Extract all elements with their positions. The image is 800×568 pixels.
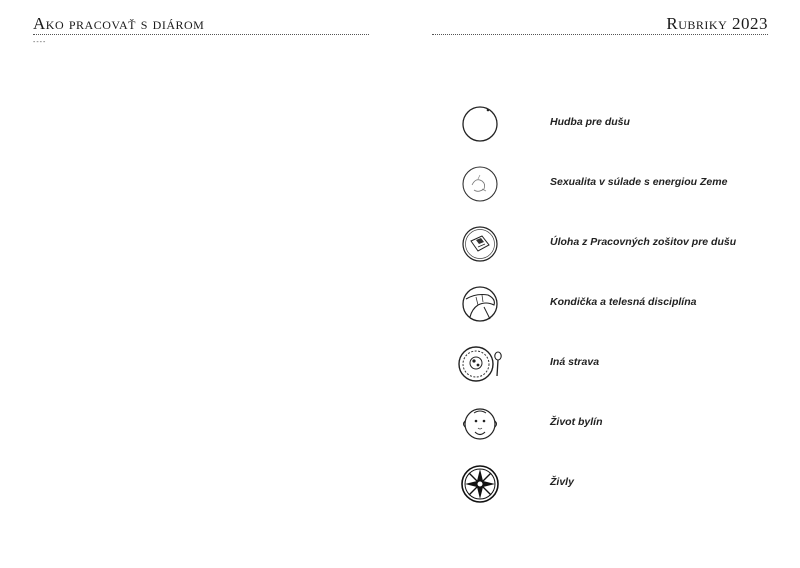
right-page-title: Rubriky 2023 <box>666 14 768 33</box>
rubric-item <box>456 161 756 207</box>
left-header-rule <box>33 34 369 35</box>
rubric-item <box>456 461 756 507</box>
rubric-item <box>456 101 756 147</box>
rubric-item <box>456 221 756 267</box>
rubric-item <box>456 341 756 387</box>
circle-icon <box>456 101 504 147</box>
rubric-label: Sexualita v súlade s energiou Zeme <box>550 176 728 188</box>
rubric-label: Hudba pre dušu <box>550 116 630 128</box>
leaf-icon <box>456 281 504 327</box>
elements-compass-icon <box>456 461 504 507</box>
earth-circle-icon <box>456 161 504 207</box>
herb-face-icon <box>456 401 504 447</box>
plate-spoon-icon <box>456 341 504 387</box>
workbook-icon <box>456 221 504 267</box>
rubric-label: Úloha z Pracovných zošitov pre dušu <box>550 236 737 248</box>
right-header-rule <box>432 34 768 35</box>
rubric-item <box>456 281 756 327</box>
left-page-mark: ---- <box>33 39 47 46</box>
rubric-label: Iná strava <box>550 356 600 368</box>
left-page-title: Ako pracovať s diárom <box>33 14 205 33</box>
rubric-label: Živly <box>550 476 574 488</box>
rubric-label: Kondička a telesná disciplína <box>550 296 697 308</box>
rubric-item <box>456 401 756 447</box>
rubric-label: Život bylín <box>550 416 603 428</box>
